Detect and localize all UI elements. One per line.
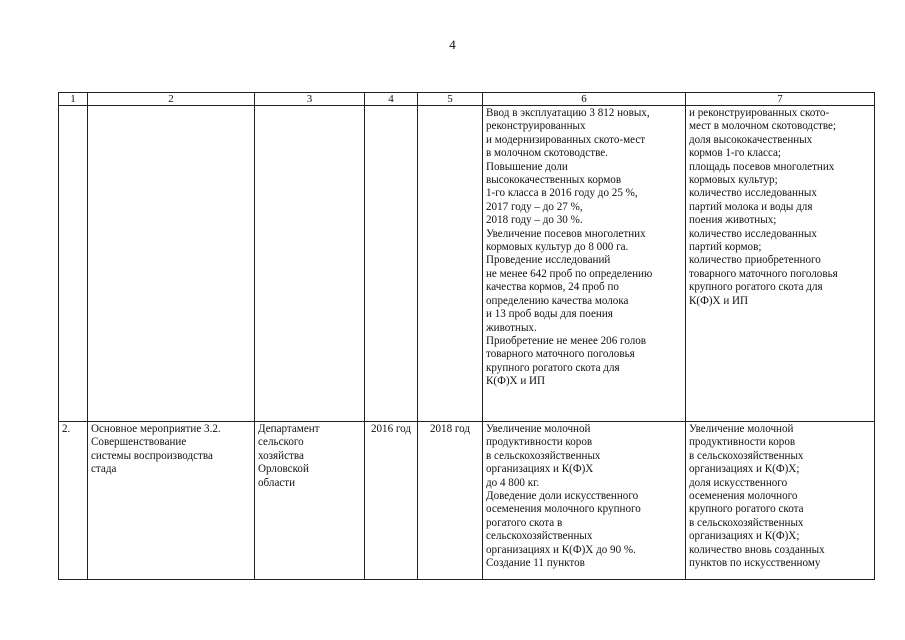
text-line: и реконструированных ското- bbox=[689, 107, 830, 119]
cell-expected-results bbox=[483, 422, 686, 580]
text-line: товарного маточного поголовья bbox=[486, 348, 635, 361]
cell-executor bbox=[255, 422, 365, 580]
text-line: высококачественных кормов bbox=[486, 174, 622, 187]
text-line: Совершенствование bbox=[91, 436, 187, 449]
text-line: 1-го класса в 2016 году до 25 %, bbox=[486, 187, 638, 200]
text-line: не менее 642 проб по определению bbox=[486, 267, 653, 280]
text-line: крупного рогатого скота bbox=[689, 503, 804, 516]
text-line: продуктивности коров bbox=[486, 436, 593, 449]
text-line: доля искусственного bbox=[689, 476, 788, 489]
cell-number: 2. bbox=[59, 422, 88, 580]
text-line: организациях и К(Ф)Х; bbox=[689, 463, 800, 476]
column-number-row bbox=[59, 93, 875, 106]
text-line: сельскохозяйственных bbox=[486, 530, 593, 543]
text-line: осеменения молочного bbox=[689, 490, 798, 503]
text-line: в сельскохозяйственных bbox=[486, 449, 601, 462]
cell-number bbox=[59, 106, 88, 422]
cell-indicators bbox=[686, 422, 875, 580]
column-number: 1 bbox=[59, 93, 88, 106]
table-row-continuation bbox=[59, 106, 875, 422]
column-number: 4 bbox=[365, 93, 418, 106]
text-line: продуктивности коров bbox=[689, 436, 796, 449]
text-line: количество приобретенного bbox=[689, 254, 821, 267]
column-number: 5 bbox=[418, 93, 483, 106]
text-line: 2018 году – до 30 %. bbox=[486, 214, 583, 227]
text-line: организациях и К(Ф)Х до 90 %. bbox=[486, 543, 636, 556]
cell-start bbox=[365, 106, 418, 422]
text-line: Основное мероприятие 3.2. bbox=[91, 423, 221, 435]
text-line: кормовых культур; bbox=[689, 174, 778, 187]
text-line: крупного рогатого скота для bbox=[486, 361, 620, 374]
text-line: рогатого скота в bbox=[486, 516, 563, 529]
text-line: Доведение доли искусственного bbox=[486, 490, 639, 503]
text-line: 2017 году – до 27 %, bbox=[486, 200, 583, 213]
text-line: определению качества молока bbox=[486, 294, 629, 307]
cell-start: 2016 год bbox=[365, 422, 418, 580]
text-line: стада bbox=[91, 463, 117, 476]
text-line: Увеличение посевов многолетних bbox=[486, 227, 646, 240]
text-line: товарного маточного поголовья bbox=[689, 267, 838, 280]
text-line: и 13 проб воды для поения bbox=[486, 308, 613, 321]
page-number: 4 bbox=[449, 37, 456, 52]
text-line: доля высококачественных bbox=[689, 133, 813, 146]
text-line: сельского bbox=[258, 436, 304, 449]
text-line: системы воспроизводства bbox=[91, 449, 213, 462]
cell-executor bbox=[255, 106, 365, 422]
text-line: Орловской bbox=[258, 463, 309, 476]
text-line: Создание 11 пунктов bbox=[486, 557, 585, 570]
program-table bbox=[58, 92, 875, 580]
cell-end: 2018 год bbox=[418, 422, 483, 580]
text-line: организациях и К(Ф)Х; bbox=[689, 530, 800, 543]
cell-indicators bbox=[686, 106, 875, 422]
text-line: количество исследованных bbox=[689, 187, 817, 200]
text-line: организациях и К(Ф)Х bbox=[486, 463, 594, 476]
text-line: реконструированных bbox=[486, 120, 586, 133]
text-line: Повышение доли bbox=[486, 160, 568, 173]
text-line: поения животных; bbox=[689, 214, 777, 227]
column-number: 7 bbox=[686, 93, 875, 106]
text-line: в молочном скотоводстве. bbox=[486, 147, 608, 160]
text-line: до 4 800 кг. bbox=[486, 476, 540, 489]
text-line: количество исследованных bbox=[689, 227, 817, 240]
text-line: осеменения молочного крупного bbox=[486, 503, 641, 516]
text-line: партий кормов; bbox=[689, 241, 762, 254]
text-line: мест в молочном скотоводстве; bbox=[689, 120, 837, 133]
table-row-2 bbox=[59, 422, 875, 580]
text-line: партий молока и воды для bbox=[689, 200, 813, 213]
text-line: области bbox=[258, 476, 296, 489]
text-line: Приобретение не менее 206 голов bbox=[486, 334, 647, 347]
text-line: в сельскохозяйственных bbox=[689, 516, 804, 529]
column-number: 6 bbox=[483, 93, 686, 106]
text-line: кормовых культур до 8 000 га. bbox=[486, 241, 629, 254]
text-line: крупного рогатого скота для bbox=[689, 281, 823, 294]
text-line: Департамент bbox=[258, 423, 320, 435]
text-line: качества кормов, 24 проб по bbox=[486, 281, 619, 294]
text-line: хозяйства bbox=[258, 449, 304, 462]
text-line: в сельскохозяйственных bbox=[689, 449, 804, 462]
cell-event bbox=[88, 422, 255, 580]
column-number: 2 bbox=[88, 93, 255, 106]
text-line: К(Ф)Х и ИП bbox=[486, 375, 546, 388]
text-line: животных. bbox=[486, 321, 537, 334]
cell-expected-results bbox=[483, 106, 686, 422]
text-line: К(Ф)Х и ИП bbox=[689, 294, 749, 307]
text-line: площадь посевов многолетних bbox=[689, 160, 835, 173]
text-line: и модернизированных ското-мест bbox=[486, 133, 646, 146]
column-number: 3 bbox=[255, 93, 365, 106]
text-line: Увеличение молочной bbox=[689, 423, 794, 435]
text-line: количество вновь созданных bbox=[689, 543, 825, 556]
text-line: пунктов по искусственному bbox=[689, 557, 821, 570]
cell-end bbox=[418, 106, 483, 422]
text-line: Увеличение молочной bbox=[486, 423, 591, 435]
cell-event bbox=[88, 106, 255, 422]
text-line: Проведение исследований bbox=[486, 254, 611, 267]
text-line: кормов 1-го класса; bbox=[689, 147, 782, 160]
text-line: Ввод в эксплуатацию 3 812 новых, bbox=[486, 107, 650, 119]
